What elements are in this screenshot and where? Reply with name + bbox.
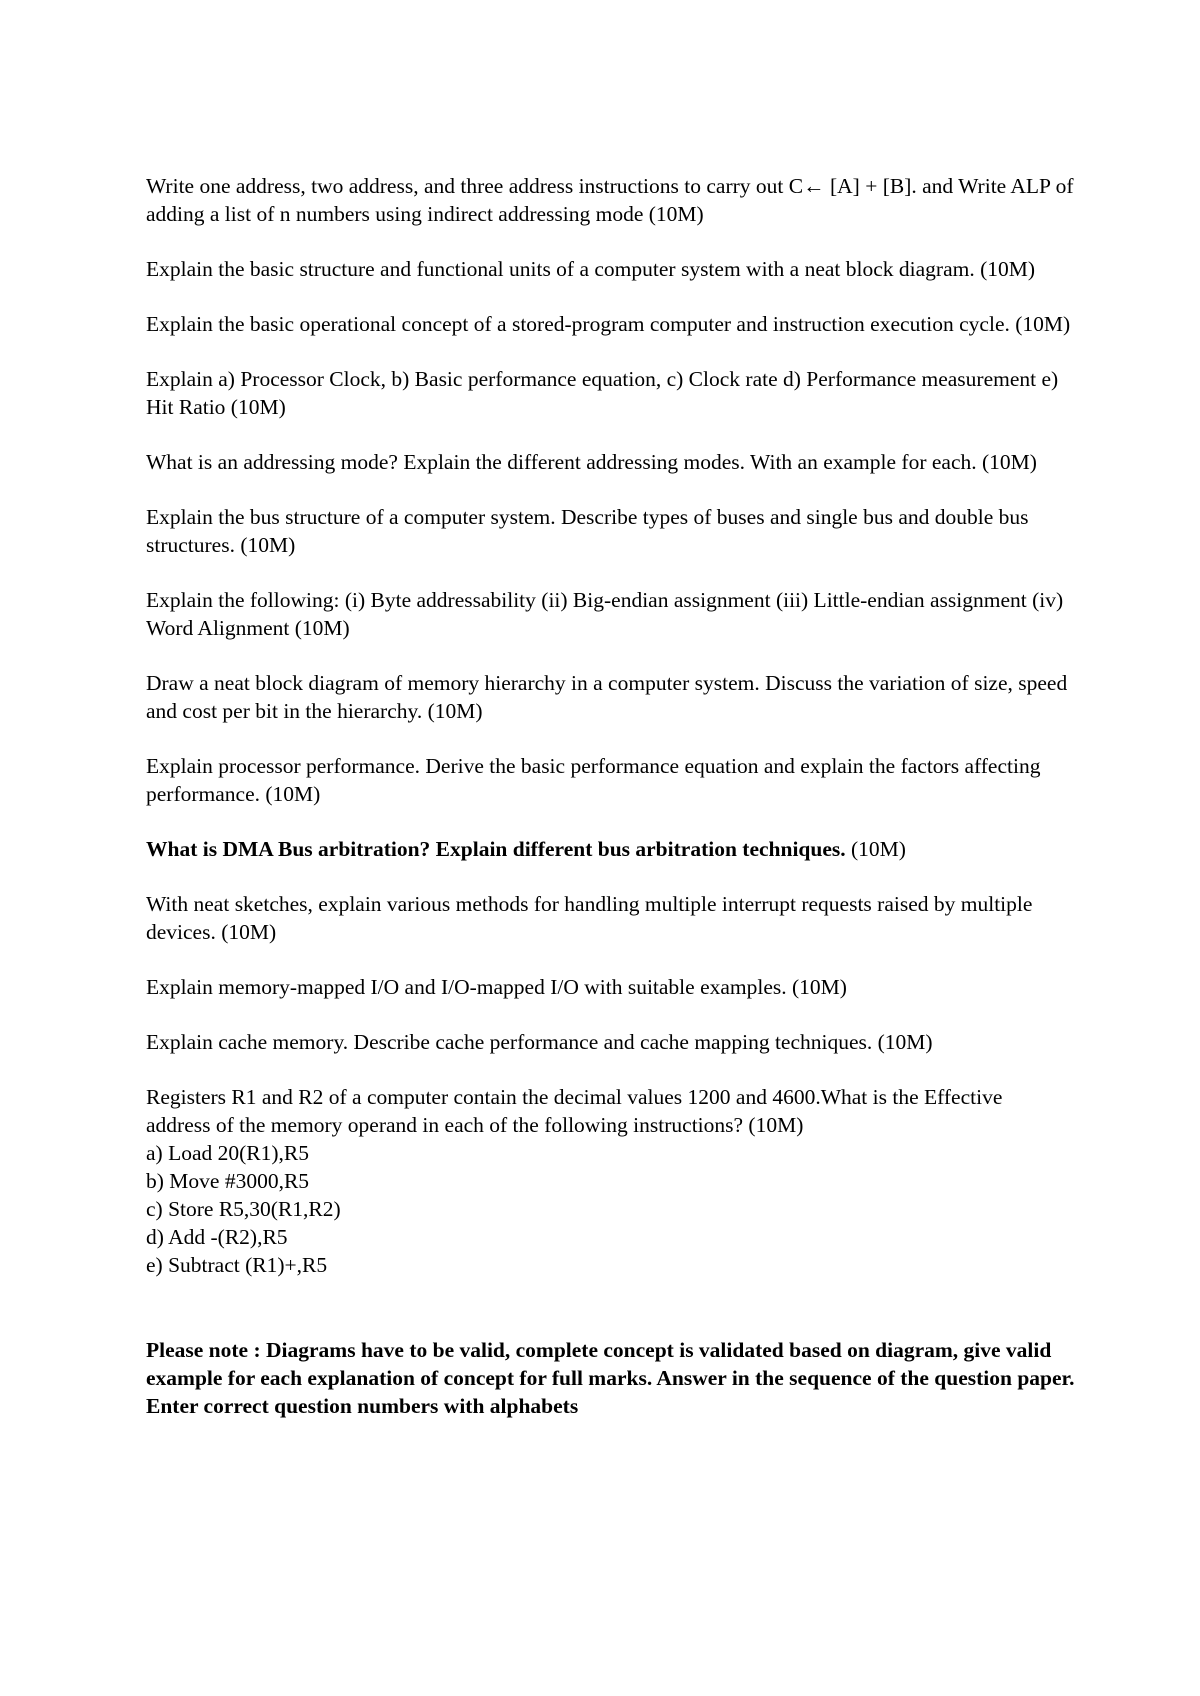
question-13: Explain cache memory. Describe cache performance and cache mapping techniques. (10M) (146, 1030, 933, 1054)
question-8: Draw a neat block diagram of memory hierarchy in a computer system. Discuss the variation of size, speed and cost per bit in the hierarchy. (10M) (146, 671, 1068, 723)
question-6: Explain the bus structure of a computer system. Describe types of buses and single bus and double bus structures. (10M) (146, 505, 1029, 557)
instructions-note: Please note : Diagrams have to be valid, complete concept is validated based on diagram, give valid example for each explanation of concept for full marks. Answer in the sequence of the question paper. Enter correct question numbers with alphabets (146, 1338, 1075, 1418)
question-14 (146, 1083, 1076, 1279)
question-14-part-d: d) Add -(R2),R5 (146, 1225, 288, 1249)
question-9: Explain processor performance. Derive the basic performance equation and explain the factors affecting performance. (10M) (146, 754, 1041, 806)
question-7: Explain the following: (i) Byte addressability (ii) Big-endian assignment (iii) Little-endian assignment (iv) Word Alignment (10M) (146, 588, 1064, 640)
question-10-bold-text: What is DMA Bus arbitration? Explain different bus arbitration techniques. (146, 837, 846, 861)
question-4: Explain a) Processor Clock, b) Basic performance equation, c) Clock rate d) Performance measurement e) Hit Ratio (10M) (146, 367, 1059, 419)
question-14-line-1: Registers R1 and R2 of a computer contain the decimal values 1200 and 4600.What is the Effective (146, 1085, 1003, 1109)
question-3: Explain the basic operational concept of a stored-program computer and instruction execution cycle. (10M) (146, 312, 1071, 336)
question-10-marks: (10M) (845, 837, 906, 861)
question-14-part-c: c) Store R5,30(R1,R2) (146, 1197, 341, 1221)
question-14-line-2: address of the memory operand in each of the following instructions? (10M) (146, 1113, 804, 1137)
question-12: Explain memory-mapped I/O and I/O-mapped I/O with suitable examples. (10M) (146, 975, 847, 999)
question-list (146, 172, 1076, 1420)
question-5: What is an addressing mode? Explain the different addressing modes. With an example for each. (10M) (146, 450, 1037, 474)
question-14-part-a: a) Load 20(R1),R5 (146, 1141, 310, 1165)
question-11: With neat sketches, explain various methods for handling multiple interrupt requests raised by multiple devices. (10M) (146, 892, 1033, 944)
question-2: Explain the basic structure and functional units of a computer system with a neat block diagram. (10M) (146, 257, 1036, 281)
question-14-part-b: b) Move #3000,R5 (146, 1169, 310, 1193)
question-14-part-e: e) Subtract (R1)+,R5 (146, 1253, 328, 1277)
question-10 (146, 835, 1076, 863)
question-1: Write one address, two address, and three address instructions to carry out C← [A] + [B]. and Write ALP of adding a list of n numbers using indirect addressing mode (10M) (146, 174, 1074, 226)
